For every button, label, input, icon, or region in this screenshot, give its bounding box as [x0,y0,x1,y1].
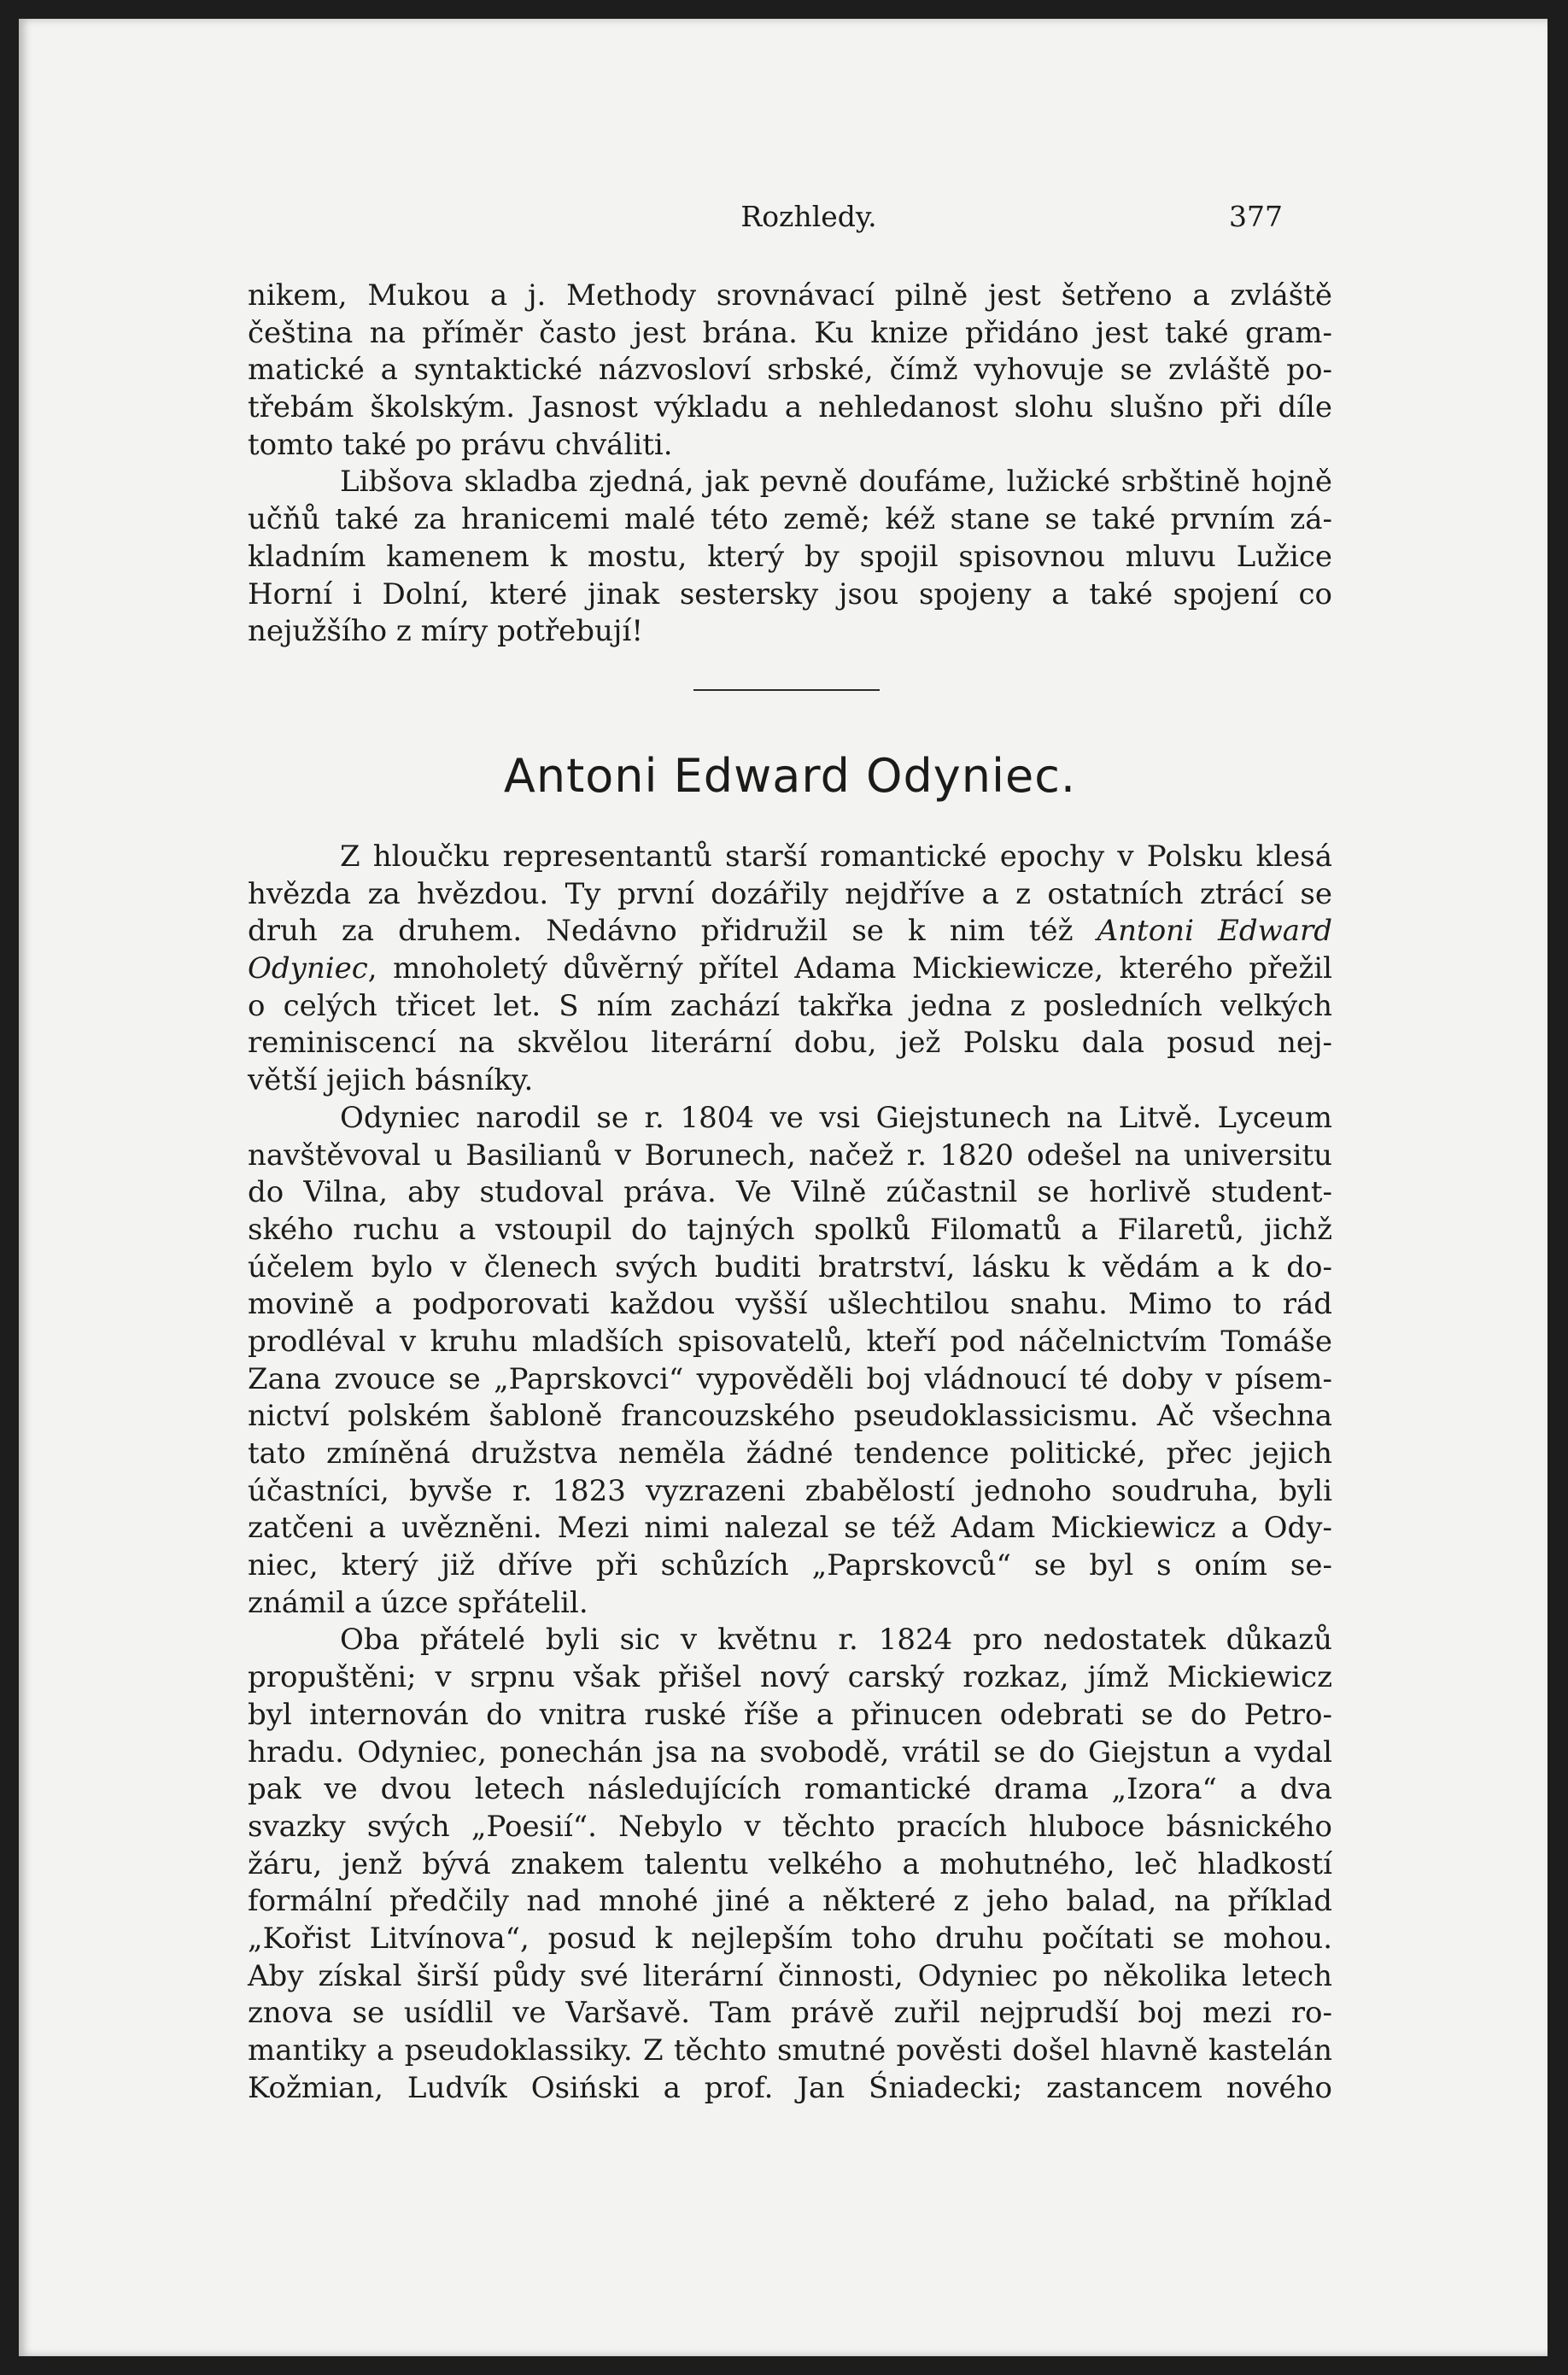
text-line: byl internován do vnitra ruské říše a přinucen odebrati se do Petro- [248,1697,1332,1732]
text-line: třebám školským. Jasnost výkladu a nehledanost slohu slušno při díle [248,390,1332,425]
article-title: Antoni Edward Odyniec. [503,749,1077,803]
text-line: nictví polském šabloně francouzského pseudoklassicismu. Ač všechna [248,1399,1332,1434]
section-divider [693,689,880,691]
article-body [248,839,1332,2107]
text-line: ského ruchu a vstoupil do tajných spolků Filomatů a Filaretů, jichž [248,1212,1332,1247]
text-line: o celých třicet let. S ním zachází takřka jedna z posledních velkých [248,988,1332,1023]
text-line: matické a syntaktické názvosloví srbské, čímž vyhovuje se zvláště po- [248,353,1332,388]
text-line: žáru, jenž bývá znakem talentu velkého a mohutného, leč hladkostí [248,1846,1332,1881]
text-line: učňů také za hranicemi malé této země; kéž stane se také prvním zá- [248,502,1332,537]
text-line [248,951,1332,988]
italic-name: Odyniec [248,951,368,986]
text-line: mantiky a pseudoklassiky. Z těchto smutné pověsti došel hlavně kastelán [248,2033,1332,2068]
text-line: účastníci, byvše r. 1823 vyzrazeni zbabělostí jednoho soudruha, byli [248,1473,1332,1508]
text-line: známil a úzce spřátelil. [248,1585,588,1620]
text-line: do Vilna, aby studoval práva. Ve Vilně zúčastnil se horlivě student- [248,1175,1332,1210]
text-line [248,913,1332,951]
text-line: znova se usídlil ve Varšavě. Tam právě zuřil nejprudší boj mezi ro- [248,1996,1332,2031]
text-line: reminiscencí na skvělou literární dobu, jež Polsku dala posud nej- [248,1026,1332,1061]
text-line: nejužšího z míry potřebují! [248,614,643,649]
text-line: čeština na příměr často jest brána. Ku knize přidáno jest také gram- [248,315,1332,350]
italic-name: Antoni Edward [1097,914,1333,949]
text-line: formální předčily nad mnohé jiné a některé z jeho balad, na příklad [248,1884,1332,1919]
text-line: účelem bylo v členech svých buditi bratrství, lásku k vědám a k do- [248,1249,1332,1284]
text-line: Aby získal širší půdy své literární činnosti, Odyniec po několika letech [248,1958,1332,1993]
text-line: „Kořist Litvínova“, posud k nejlepším toho druhu počítati se mohou. [248,1921,1332,1956]
text-line: Z hloučku representantů starší romantické epochy v Polsku klesá [340,839,1332,874]
text-line: Horní i Dolní, které jinak sestersky jsou spojeny a také spojení co [248,576,1332,611]
text-line: prodléval v kruhu mladších spisovatelů, kteří pod náčelnictvím Tomáše [248,1324,1332,1359]
text-line: nikem, Mukou a j. Methody srovnávací pilně jest šetřeno a zvláště [248,278,1332,313]
text-line: Libšova skladba zjedná, jak pevně doufáme, lužické srbštině hojně [340,465,1332,500]
text-line: hvězda za hvězdou. Ty první dozářily nejdříve a z ostatních ztrácí se [248,876,1332,911]
text-line: movině a podporovati každou vyšší ušlechtilou snahu. Mimo to rád [248,1287,1332,1322]
text-line: niec, který již dříve při schůzích „Paprskovců“ se byl s oním se- [248,1548,1332,1583]
text-span: , mnoholetý důvěrný přítel Adama Mickiewicze, kterého přežil [367,951,1332,986]
text-line: kladním kamenem k mostu, který by spojil spisovnou mluvu Lužice [248,539,1332,574]
text-line: svazky svých „Poesií“. Nebylo v těchto pracích hluboce básnického [248,1809,1332,1844]
text-line: Kožmian, Ludvík Osiński a prof. Jan Śniadecki; zastancem nového [248,2070,1332,2105]
text-line: Odyniec narodil se r. 1804 ve vsi Giejstunech na Litvě. Lyceum [340,1100,1332,1135]
text-line: Zana zvouce se „Paprskovci“ vypověděli boj vládnoucí té doby v písem- [248,1361,1332,1396]
text-line: tomto také po právu chváliti. [248,427,673,462]
running-title: Rozhledy. [740,200,877,233]
text-line: tato zmíněná družstva neměla žádné tendence politické, přec jejich [248,1436,1332,1471]
page-header [215,200,1283,243]
text-line: navštěvoval u Basilianů v Borunech, načež r. 1820 odešel na universitu [248,1138,1332,1173]
text-line: zatčeni a uvězněni. Mezi nimi nalezal se též Adam Mickiewicz a Ody- [248,1511,1332,1546]
page-number: 377 [1229,200,1283,233]
text-line: pak ve dvou letech následujících romantické drama „Izora“ a dva [248,1772,1332,1807]
text-line: větší jejich básníky. [248,1063,534,1098]
text-line: Oba přátelé byli sic v květnu r. 1824 pro nedostatek důkazů [340,1623,1332,1658]
book-page [19,19,1548,2356]
section1-paragraphs [248,278,1332,651]
text-span: druh za druhem. Nedávno přidružil se k nim též [248,914,1097,949]
text-line: propuštěni; v srpnu však přišel nový carský rozkaz, jímž Mickiewicz [248,1660,1332,1695]
text-line: hradu. Odyniec, ponechán jsa na svobodě, vrátil se do Giejstun a vydal [248,1734,1332,1770]
